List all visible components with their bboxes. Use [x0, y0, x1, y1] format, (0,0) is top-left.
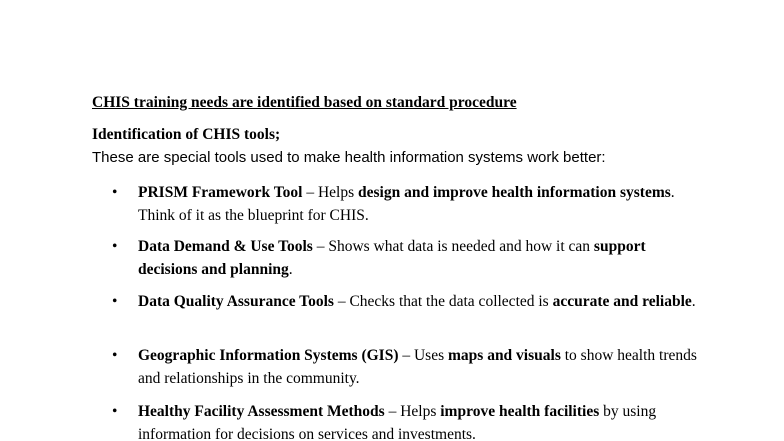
tool-description-end: .	[288, 261, 293, 278]
list-item-text	[138, 181, 708, 227]
tool-emphasis: improve health facilities	[440, 403, 600, 420]
list-item-text	[138, 290, 708, 313]
tool-emphasis: design and improve health information systems	[358, 184, 671, 201]
tool-description-end: .	[691, 293, 696, 310]
tool-emphasis: accurate and reliable	[552, 293, 692, 310]
subsection-heading: Identification of CHIS tools;	[92, 126, 281, 143]
list-item-text	[138, 400, 708, 441]
tool-description-end: to show health trends and relationships in the community.	[138, 347, 697, 387]
bullet-icon: •	[112, 238, 118, 255]
list-item-text	[138, 344, 708, 390]
tool-description: – Shows what data is needed and how it can	[312, 238, 594, 255]
intro-paragraph: These are special tools used to make health information systems work better:	[92, 149, 606, 166]
tool-title: Data Demand & Use Tools	[138, 238, 313, 255]
tool-description: – Checks that the data collected is	[333, 293, 553, 310]
tool-title: Geographic Information Systems (GIS)	[138, 347, 399, 364]
bullet-icon: •	[112, 347, 118, 364]
tool-description-end: . Think of it as the blueprint for CHIS.	[138, 184, 675, 224]
bullet-icon: •	[112, 184, 118, 201]
tool-description-end: by using information for decisions on services and investments.	[138, 403, 657, 441]
tool-description: – Uses	[398, 347, 448, 364]
tool-emphasis: maps and visuals	[448, 347, 561, 364]
list-item-text	[138, 235, 708, 281]
tool-description: – Helps	[302, 184, 359, 201]
tool-description: – Helps	[384, 403, 441, 420]
bullet-icon: •	[112, 293, 118, 310]
section-heading: CHIS training needs are identified based on standard procedure	[92, 94, 517, 111]
tool-emphasis: support decisions and planning	[138, 238, 646, 278]
tool-title: Healthy Facility Assessment Methods	[138, 403, 385, 420]
tool-title: Data Quality Assurance Tools	[138, 293, 334, 310]
tool-title: PRISM Framework Tool	[138, 184, 303, 201]
bullet-icon: •	[112, 403, 118, 420]
